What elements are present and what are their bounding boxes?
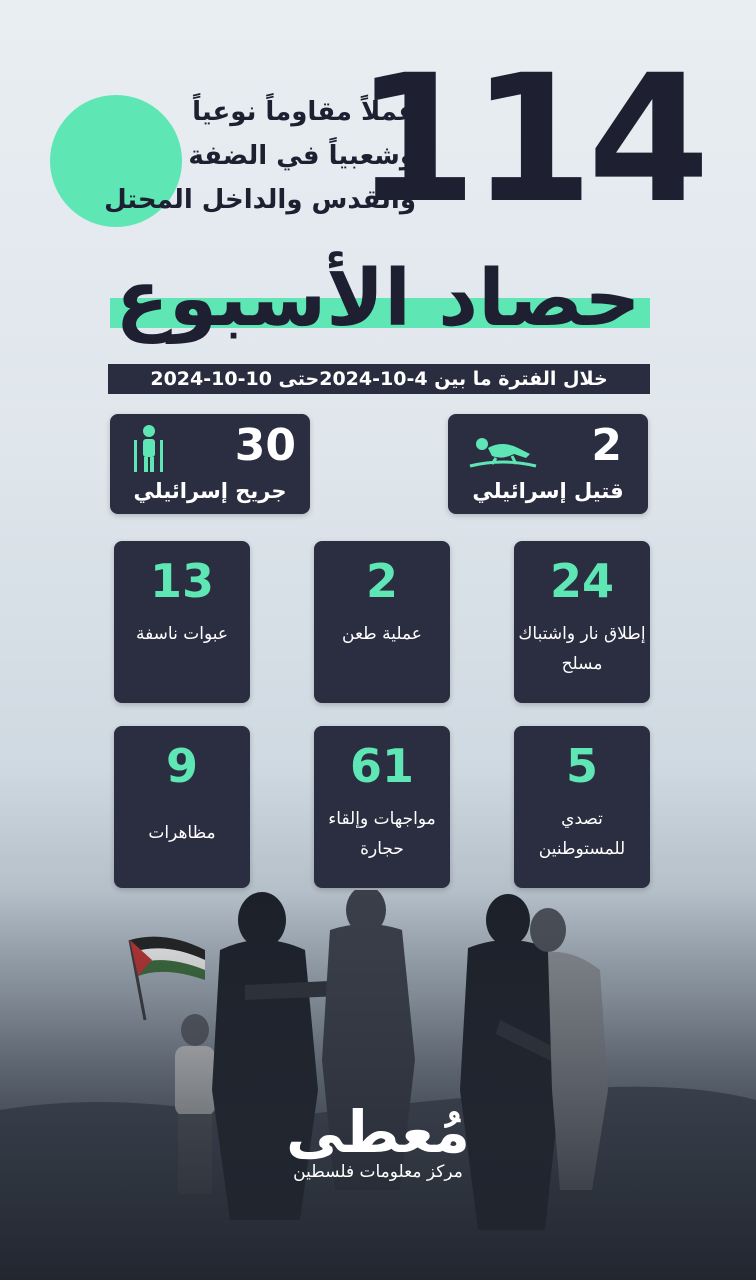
killed-count: 2 [591,420,622,471]
wounded-label: جريح إسرائيلي [133,479,287,503]
stat-label: عملية طعن [342,624,422,644]
date-range: خلال الفترة ما بين 4-10-2024حتى 10-10-2024 [108,364,650,394]
stat-value: 2 [365,554,398,608]
stat-value: 61 [349,739,414,793]
stat-card [114,541,250,703]
stat-card [514,541,650,703]
stat-label: مظاهرات [148,823,216,843]
headline-line-3: والقدس والداخل المحتل [104,185,416,215]
injured-person-icon [132,424,166,474]
stat-label: تصدي للمستوطنين [538,809,626,859]
wounded-count: 30 [234,420,296,471]
headline [86,90,416,222]
stat-label: مواجهات وإلقاء حجارة [328,809,436,859]
stat-card [514,726,650,888]
wounded-card [110,414,310,514]
total-count: 114 [354,37,704,242]
killed-label: قتيل إسرائيلي [472,479,624,503]
stat-card [114,726,250,888]
fallen-person-icon [468,432,538,472]
stat-value: 13 [149,554,214,608]
stat-value: 9 [165,739,198,793]
headline-line-1: عملاً مقاوماً نوعياً [192,97,416,127]
stat-value: 24 [549,554,614,608]
stat-card [314,541,450,703]
stat-value: 5 [565,739,598,793]
brand-logo: مُعطى [286,1098,470,1166]
stat-label: عبوات ناسفة [135,624,229,644]
stat-label: إطلاق نار واشتباك مسلح [518,624,646,674]
stat-card [314,726,450,888]
page-title: حصاد الأسبوع [115,254,641,344]
killed-card [448,414,648,514]
background-photo [0,890,756,1280]
brand-tagline: مركز معلومات فلسطين [293,1162,463,1182]
headline-line-2: وشعبياً في الضفة [188,141,416,171]
